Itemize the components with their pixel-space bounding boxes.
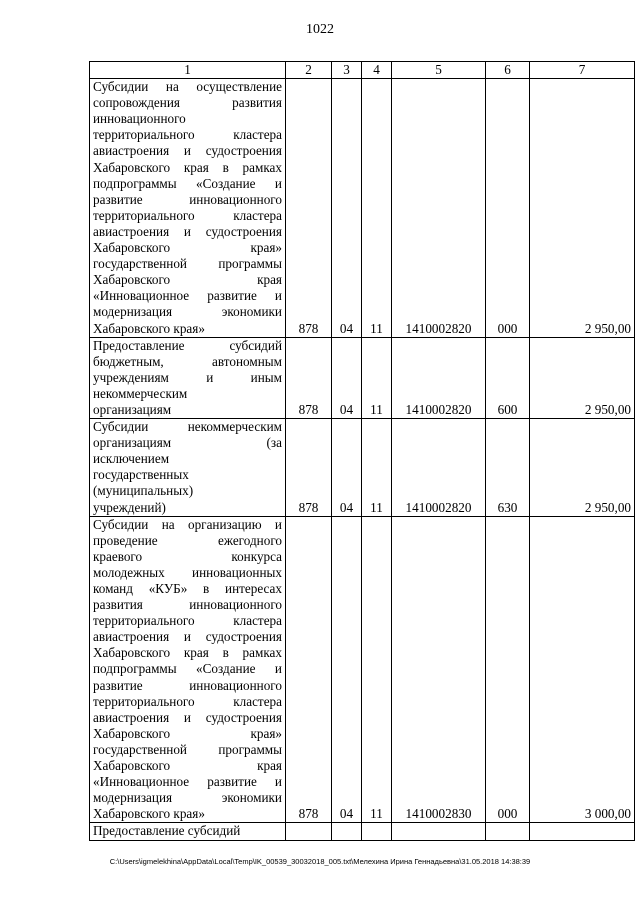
row-name-line: территориального кластера (93, 207, 282, 223)
row-name-line: учреждениям и иным (93, 369, 282, 385)
row-name-cell (90, 419, 286, 517)
budget-table (89, 61, 635, 841)
code-cell: 878 (286, 419, 332, 517)
row-name-line: Хабаровского края в рамках (93, 159, 282, 175)
section-cell: 04 (332, 79, 362, 338)
row-name-line: авиастроения и судостроения (93, 709, 282, 725)
table-row (90, 823, 635, 840)
row-name-line: развитие инновационного (93, 191, 282, 207)
row-name-cell (90, 823, 286, 840)
table-row (90, 79, 635, 338)
row-name-line: некоммерческим (93, 385, 188, 401)
target-article-cell: 1410002820 (392, 79, 486, 338)
row-name-line: молодежных инновационных (93, 564, 282, 580)
row-name-line: организациям (за (93, 435, 282, 451)
row-name-line: учреждений) (93, 499, 166, 515)
row-name-line: модернизация экономики (93, 304, 282, 320)
row-name-line: Субсидии на организацию и (93, 516, 282, 532)
row-name-line: сопровождения развития (93, 95, 282, 111)
target-article-cell: 1410002820 (392, 337, 486, 418)
subsection-cell: 11 (362, 79, 392, 338)
row-name-line: Субсидии на осуществление (93, 79, 282, 95)
target-article-cell (392, 823, 486, 840)
row-name-line: государственной программы (93, 256, 282, 272)
row-name-line: инновационного (93, 111, 186, 127)
subsection-cell (362, 823, 392, 840)
section-cell: 04 (332, 337, 362, 418)
row-name-line: Субсидии некоммерческим (93, 419, 282, 435)
row-name-line: государственных (93, 467, 189, 483)
code-cell: 878 (286, 337, 332, 418)
row-name-line: (муниципальных) (93, 483, 194, 499)
header-cell: 3 (332, 62, 362, 79)
row-name-line: подпрограммы «Создание и (93, 175, 282, 191)
row-name-line: Хабаровского края» (93, 240, 282, 256)
expense-type-cell: 630 (486, 419, 530, 517)
header-cell: 2 (286, 62, 332, 79)
section-cell (332, 823, 362, 840)
expense-type-cell: 000 (486, 516, 530, 823)
row-name-line: Хабаровского края» (93, 806, 205, 822)
row-name-cell (90, 79, 286, 338)
row-name-line: «Инновационное развитие и (93, 774, 282, 790)
row-name-line: Предоставление субсидий (93, 337, 282, 353)
row-name-cell (90, 337, 286, 418)
row-name-line: государственной программы (93, 741, 282, 757)
row-name-line: проведение ежегодного (93, 532, 282, 548)
row-name-line: Предоставление субсидий (93, 823, 241, 839)
amount-cell: 3 000,00 (530, 516, 635, 823)
page-number: 1022 (306, 22, 334, 37)
row-name-line: Хабаровского края в рамках (93, 645, 282, 661)
row-name-line: авиастроения и судостроения (93, 223, 282, 239)
code-cell: 878 (286, 516, 332, 823)
section-cell: 04 (332, 516, 362, 823)
subsection-cell: 11 (362, 419, 392, 517)
row-name-line: Хабаровского края (93, 758, 282, 774)
row-name-line: исключением (93, 451, 170, 467)
table-row (90, 516, 635, 823)
row-name-line: «Инновационное развитие и (93, 288, 282, 304)
header-cell: 1 (90, 62, 286, 79)
target-article-cell: 1410002820 (392, 419, 486, 517)
row-name-line: бюджетным, автономным (93, 353, 282, 369)
table-header-row (90, 62, 635, 79)
row-name-line: Хабаровского края» (93, 725, 282, 741)
row-name-line: Хабаровского края» (93, 320, 205, 336)
target-article-cell: 1410002830 (392, 516, 486, 823)
row-name-line: территориального кластера (93, 127, 282, 143)
amount-cell: 2 950,00 (530, 79, 635, 338)
row-name-line: авиастроения и судостроения (93, 629, 282, 645)
file-path-footer: C:\Users\igmelekhina\AppData\Local\Temp\IK_00539_30032018_005.txt\Мелехина Ирина Геннадьевна\31.05.2018 14:38:39 (109, 857, 531, 866)
table-row (90, 337, 635, 418)
row-name-line: территориального кластера (93, 693, 282, 709)
row-name-line: подпрограммы «Создание и (93, 661, 282, 677)
header-cell: 5 (392, 62, 486, 79)
code-cell (286, 823, 332, 840)
row-name-cell (90, 516, 286, 823)
expense-type-cell: 000 (486, 79, 530, 338)
expense-type-cell: 600 (486, 337, 530, 418)
amount-cell (530, 823, 635, 840)
expense-type-cell (486, 823, 530, 840)
row-name-line: модернизация экономики (93, 790, 282, 806)
code-cell: 878 (286, 79, 332, 338)
row-name-line: развития инновационного (93, 597, 282, 613)
amount-cell: 2 950,00 (530, 419, 635, 517)
table-row (90, 419, 635, 517)
row-name-line: команд «КУБ» в интересах (93, 581, 282, 596)
header-cell: 7 (530, 62, 635, 79)
row-name-line: организациям (93, 401, 172, 417)
header-cell: 4 (362, 62, 392, 79)
subsection-cell: 11 (362, 337, 392, 418)
section-cell: 04 (332, 419, 362, 517)
subsection-cell: 11 (362, 516, 392, 823)
row-name-line: Хабаровского края (93, 272, 282, 288)
row-name-line: авиастроения и судостроения (93, 143, 282, 159)
row-name-line: краевого конкурса (93, 548, 282, 564)
row-name-line: территориального кластера (93, 613, 282, 629)
amount-cell: 2 950,00 (530, 337, 635, 418)
row-name-line: развитие инновационного (93, 677, 282, 693)
header-cell: 6 (486, 62, 530, 79)
